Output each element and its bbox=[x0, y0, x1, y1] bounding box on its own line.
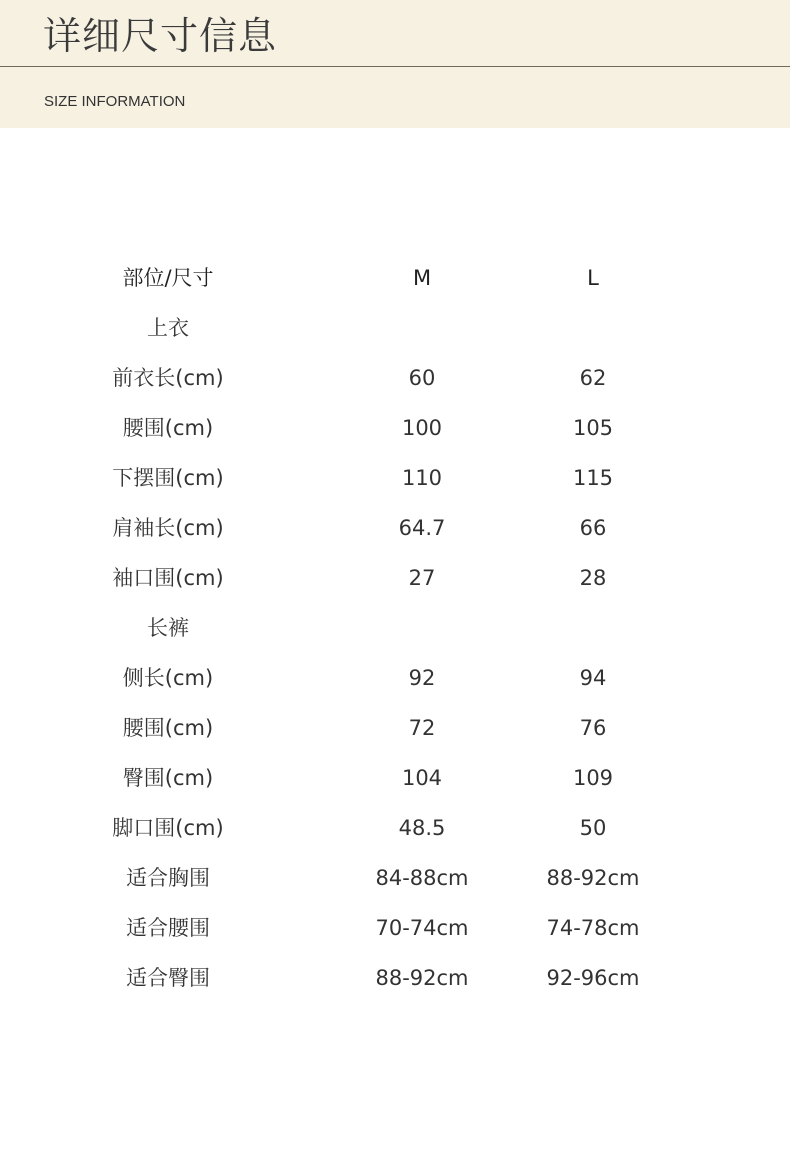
cell-m: 110 bbox=[401, 466, 443, 490]
row-label: 侧长(cm) bbox=[122, 666, 214, 690]
row-label: 臀围(cm) bbox=[122, 766, 214, 790]
size-table bbox=[0, 253, 790, 1003]
cell-l: 50 bbox=[579, 816, 607, 840]
row-label: 脚口围(cm) bbox=[112, 816, 224, 840]
row-label: 前衣长(cm) bbox=[112, 366, 224, 390]
row-label: 适合臀围 bbox=[126, 966, 210, 990]
cell-l: 94 bbox=[579, 666, 607, 690]
section-label: 上衣 bbox=[147, 316, 189, 340]
section-row-top bbox=[0, 303, 790, 353]
row-label: 腰围(cm) bbox=[122, 416, 214, 440]
cell-m: 104 bbox=[401, 766, 443, 790]
page-subtitle: SIZE INFORMATION bbox=[44, 93, 186, 110]
page-title: 详细尺寸信息 bbox=[43, 14, 278, 58]
cell-m: 60 bbox=[408, 366, 436, 390]
table-row bbox=[0, 753, 790, 803]
cell-l: 109 bbox=[572, 766, 614, 790]
section-row-pants bbox=[0, 603, 790, 653]
cell-m: 100 bbox=[401, 416, 443, 440]
row-label: 下摆围(cm) bbox=[112, 466, 224, 490]
table-row bbox=[0, 803, 790, 853]
cell-m bbox=[322, 603, 522, 653]
cell-m bbox=[322, 303, 522, 353]
table-row bbox=[0, 953, 790, 1003]
cell-m: 72 bbox=[408, 716, 436, 740]
row-label: 腰围(cm) bbox=[122, 716, 214, 740]
cell-l: 115 bbox=[572, 466, 614, 490]
cell-l: 28 bbox=[579, 566, 607, 590]
cell-l: 105 bbox=[572, 416, 614, 440]
cell-m: 88-92cm bbox=[375, 966, 469, 990]
cell-l: 66 bbox=[579, 516, 607, 540]
header-banner bbox=[0, 0, 790, 128]
table-row bbox=[0, 653, 790, 703]
cell-l: 92-96cm bbox=[546, 966, 640, 990]
cell-m: 92 bbox=[408, 666, 436, 690]
cell-l: 62 bbox=[579, 366, 607, 390]
table-row bbox=[0, 853, 790, 903]
table-row bbox=[0, 703, 790, 753]
table-row bbox=[0, 453, 790, 503]
column-header-size-m: M bbox=[412, 266, 432, 290]
column-header-part: 部位/尺寸 bbox=[122, 266, 214, 290]
table-row bbox=[0, 403, 790, 453]
cell-l bbox=[493, 303, 693, 353]
table-row bbox=[0, 553, 790, 603]
table-row bbox=[0, 903, 790, 953]
cell-m: 84-88cm bbox=[375, 866, 469, 890]
column-header-size-l: L bbox=[587, 266, 599, 290]
row-label: 适合胸围 bbox=[126, 866, 210, 890]
section-label: 长裤 bbox=[147, 616, 189, 640]
cell-l bbox=[493, 603, 693, 653]
header-divider bbox=[0, 66, 790, 67]
cell-l: 88-92cm bbox=[546, 866, 640, 890]
cell-m: 70-74cm bbox=[375, 916, 469, 940]
cell-l: 74-78cm bbox=[546, 916, 640, 940]
row-label: 适合腰围 bbox=[126, 916, 210, 940]
row-label: 袖口围(cm) bbox=[112, 566, 224, 590]
cell-m: 64.7 bbox=[398, 516, 446, 540]
table-header-row bbox=[0, 253, 790, 303]
cell-m: 48.5 bbox=[398, 816, 446, 840]
table-row bbox=[0, 353, 790, 403]
row-label: 肩袖长(cm) bbox=[112, 516, 224, 540]
table-row bbox=[0, 503, 790, 553]
cell-m: 27 bbox=[408, 566, 436, 590]
cell-l: 76 bbox=[579, 716, 607, 740]
